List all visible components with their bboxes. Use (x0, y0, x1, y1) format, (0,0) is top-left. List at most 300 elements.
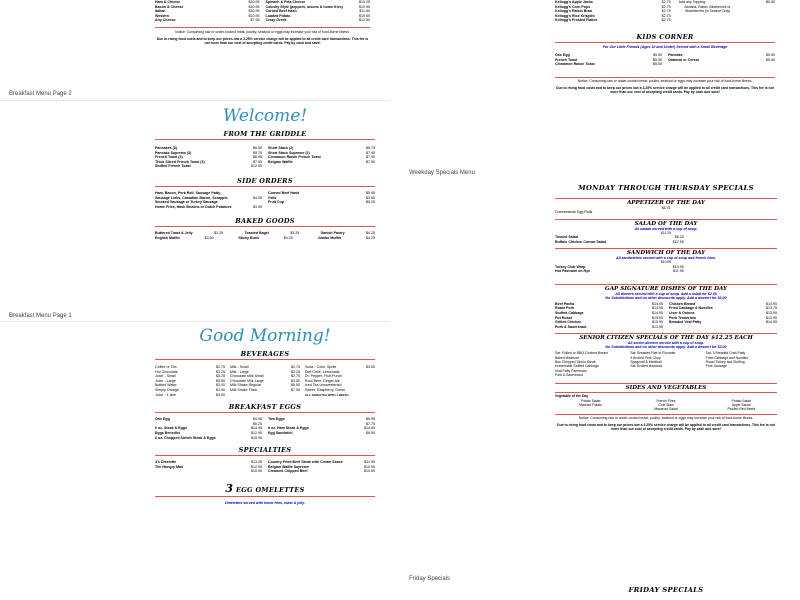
notice-fee: Due to rising food costs and to keep our prices low a 3.25% service charge will be applied to all credit card transactions. This fee is not more than our cost of accepting credit cards. Pay by cash and save! (556, 85, 774, 95)
sandwich-sub: All sandwiches served with a cup of soup and french fries. (615, 256, 717, 261)
menu-item-price: $4.25 (365, 235, 375, 240)
list-item: Sat. Breaded Filet of Flounder (630, 351, 676, 356)
menu-row (155, 18, 260, 23)
menu-item-name: English Muffin (155, 235, 180, 240)
rule (155, 455, 375, 456)
list-item: Baked Meatloaf (555, 355, 579, 360)
menu-item-name: Ham, Bacon, Pork Roll, Sausage Patty, (155, 190, 221, 195)
menu-item-name: Buttered Toast & Jelly (155, 231, 193, 236)
rule (155, 226, 375, 227)
menu-item-name: Jumbo Muffin (317, 235, 342, 240)
menu-item-price: $7.50 (366, 159, 375, 164)
menu-item-name: Stuffed Cabbage (555, 311, 584, 316)
menu-item-price: $10.50 (359, 13, 370, 18)
menu-item-name: Juice - Large (155, 378, 176, 383)
sides-col-3 (706, 399, 777, 412)
side-right (268, 191, 375, 209)
menu-item-price: $4.95 (253, 195, 262, 200)
menu-item-name: Milk - Small (230, 365, 249, 369)
notice-raw: Notice: Consuming raw or under-cooked meat, poultry, seafood or eggs may increase your risk of food-borne illness. (577, 78, 753, 83)
caption-friday: Friday Specials (409, 576, 451, 582)
menu-item-price: $7.75 (366, 421, 375, 426)
menu-item-name: Kellogg's Apple Jacks (555, 0, 593, 4)
menu-item-name: Cinnamon Raisin Toast (555, 62, 595, 67)
sandwich-title: SANDWICH OF THE DAY (626, 250, 706, 257)
menu-row (155, 436, 262, 441)
breakfast-page-1 (155, 106, 375, 296)
menu-item-price: $7.95 (291, 387, 300, 392)
specialties-left (155, 460, 262, 474)
side-left (155, 191, 262, 209)
rule (555, 333, 777, 334)
menu-row (268, 160, 375, 165)
menu-item-price: $5.50 (653, 52, 662, 57)
menu-row (555, 269, 684, 274)
menu-item-price: $15.95 (652, 315, 663, 320)
list-item: Potato Salad (580, 398, 601, 403)
menu-item-name: Roast Pork (555, 306, 574, 311)
menu-item-price: $14.95 (766, 301, 777, 306)
menu-item-name: Pancake (668, 52, 683, 57)
menu-item-price: $10.95 (359, 4, 370, 9)
menu-item-price: $13.95 (766, 315, 777, 320)
menu-item-price: $8.25 (674, 235, 684, 240)
menu-item-name: Pancake Supreme (3) (155, 150, 192, 155)
menu-row (155, 205, 262, 210)
menu-item-price: $2.75 (661, 0, 671, 4)
topping-desc: Banana, Raisin, Blueberries or Strawberries (in Season Only) (684, 4, 731, 13)
menu-item-price: $10.25 (359, 0, 370, 4)
menu-row (268, 431, 375, 436)
menu-item-name: Root Beer, Ginger Ale (305, 378, 340, 383)
topping-price: $0.50 (766, 0, 775, 4)
notice-fee: Due to rising food costs and to keep our prices low a 3.25% service charge will be applied to all credit card transactions. This fee is not more than our cost of accepting credit cards. Pay by cash and save! (557, 422, 775, 431)
menu-item-name: Chicken Breast (669, 301, 696, 306)
menu-item-price: $2.25 (214, 231, 224, 236)
menu-item-name: Danish Pastry (320, 231, 345, 236)
griddle-right (268, 146, 375, 169)
menu-item-price: $14.95 (652, 301, 663, 306)
kids-corner-sub: For Our Little Friends (Ages 10 and Under) Served with a Small Beverage (602, 44, 728, 49)
menu-item-price: $12.50 (251, 164, 262, 169)
menu-item-price: $10.50 (364, 469, 375, 474)
appetizer-title: APPETIZER OF THE DAY (626, 200, 706, 206)
menu-item-name: Cinnamon Raisin French Toast (268, 155, 321, 160)
menu-item-price: $3.95 (366, 195, 375, 200)
menu-item-price: $12.95 (251, 464, 262, 469)
menu-item-price: $5.95 (366, 190, 375, 195)
list-item: 3 Broiled Pork Chop (630, 355, 661, 360)
menu-item-name: Buffalo Chicken Caesar Salad (555, 239, 606, 244)
menu-item-name: Milk Shake Regular (230, 383, 262, 388)
menu-item-name: Eggs Benedict (155, 430, 180, 435)
menu-item-name: Pot Roast (555, 315, 572, 320)
specialties-title: SPECIALTIES (238, 446, 292, 455)
menu-item-name: Corned Beef Hash (265, 9, 297, 14)
menu-item-name: Kellogg's Raisin Bran (555, 9, 592, 14)
caption-breakfast-page-2: Breakfast Menu Page 2 (9, 91, 72, 97)
menu-item-name: Sweet, Raspberry, Green (305, 387, 346, 392)
omelettes-title: EGG OMELETTES (235, 485, 305, 494)
menu-item-price: $12.95 (672, 239, 684, 244)
menu-item-name: Belgian Waffle (268, 159, 293, 164)
menu-item-name: Fried Cabbage & Noodles (669, 306, 713, 311)
menu-item-price: $5.75 (366, 146, 375, 150)
specialties-right (268, 460, 375, 474)
menu-item-price: $6.50 (291, 383, 300, 388)
senior-col-3 (706, 351, 777, 377)
menu-row (155, 164, 262, 169)
menu-item-price: $2.75 (661, 9, 671, 14)
salad-title: SALAD OF THE DAY (634, 220, 698, 227)
rule (555, 284, 777, 285)
menu-item-name: Iced Tea Unsweetened (305, 383, 342, 388)
menu-item-name: Ham & Cheese (155, 0, 181, 4)
menu-item-price: $10.95 (672, 264, 684, 269)
menu-item-name: Bacon & Cheese (155, 4, 184, 9)
menu-row (155, 393, 225, 398)
rule (155, 27, 370, 28)
welcome-title: Welcome! (222, 106, 308, 126)
menu-row (555, 18, 671, 23)
menu-item-price: $14.95 (652, 306, 663, 311)
menu-item-name: Coffee or Tea (155, 365, 177, 369)
eggs-title: BREAKFAST EGGS (228, 403, 302, 412)
menu-item-price: $12.50 (359, 18, 370, 23)
salad-price: $11.25 (660, 230, 672, 235)
menu-item-price: $10.95 (248, 9, 260, 14)
friday-title: FRIDAY SPECIALS (628, 586, 704, 594)
list-item: Macaroni Salad (654, 407, 678, 412)
cereal-list (555, 0, 671, 23)
menu-item-name: Grilled Chicken (555, 320, 582, 325)
menu-item-name: Spinach & Feta Cheese (265, 0, 306, 4)
menu-item-name: Egg Sandwich (268, 430, 293, 435)
menu-item-price: $5.50 (766, 52, 775, 57)
menu-row (669, 320, 777, 325)
divider (0, 100, 390, 101)
menu-item-price: $10.95 (248, 13, 260, 18)
list-item: Bac Chopped Sirloin Steak (555, 360, 596, 365)
menu-item-price: $10.50 (251, 469, 262, 474)
menu-item-price: $13.95 (766, 311, 777, 316)
menu-item-name: Dr. Pepper, Fruit Punch (305, 374, 343, 379)
list-item: Fried Cabbage and Noodles (705, 355, 749, 360)
menu-item-name: Italian (155, 9, 166, 14)
menu-item-price: $4.25 (365, 231, 375, 236)
menu-item-price: $9.75 (253, 150, 262, 155)
list-item: Pork Sausage (705, 364, 727, 369)
menu-item-price: $13.95 (652, 324, 663, 329)
menu-item-price: $5.25 (366, 200, 375, 205)
menu-item-name: Pancakes (3) (155, 146, 177, 150)
menu-item-price: $10.95 (248, 0, 260, 4)
menu-item-name: Beef Paella (555, 301, 575, 306)
griddle-title: FROM THE GRIDDLE (223, 130, 307, 138)
notice-raw: Notice: Consuming raw or under-cooked meat, poultry, seafood or eggs may increase your risk of food-borne illness. (175, 29, 350, 34)
caption-breakfast-page-1: Breakfast Menu Page 1 (9, 313, 72, 319)
menu-item-name: Stuffed French Toast (155, 164, 191, 169)
kids-left (555, 53, 662, 67)
menu-item-price: $2.75 (291, 374, 300, 379)
appetizer-price: $6.75 (661, 206, 671, 210)
sides-col-2 (630, 399, 701, 412)
menu-item-price: $2.75 (216, 365, 225, 369)
menu-item-name: Toasted Bagel (244, 231, 269, 236)
menu-item-price: $3.50 (216, 378, 225, 383)
menu-item-name: Sausage Links, Canadian Bacon, Scrapple, (155, 195, 229, 200)
list-item: Potato Salad (731, 398, 752, 403)
menu-item-price: $11.95 (364, 460, 375, 465)
menu-item-name: One Egg (155, 417, 170, 422)
friday-specials-page (555, 586, 777, 600)
breakfast-page-1-good-morning (155, 326, 375, 600)
rule (155, 412, 375, 413)
beverages-col-3 (305, 365, 375, 393)
menu-item-name: 6 oz. Chopped Sirloin Steak & Eggs (155, 435, 216, 440)
menu-item-name: Bottled Water (155, 383, 177, 388)
menu-item-name: Juice - 1 size (155, 392, 176, 397)
menu-item-price: $13.75 (766, 306, 777, 311)
menu-item-price: $7.95 (366, 150, 375, 155)
rule (555, 383, 777, 384)
menu-item-name: Chocolate Milk Large (230, 378, 264, 383)
menu-row (555, 240, 684, 245)
list-item: Apple Sauce (731, 402, 751, 407)
topping-label: Add any Topping (678, 0, 706, 4)
salad-list (555, 235, 684, 244)
rule (155, 186, 375, 187)
notice-raw: Notice: Consuming raw or under-cooked meat, poultry, seafood or eggs may increase your risk of food-borne illness. (578, 416, 754, 421)
menu-item-price: $3.25 (290, 231, 300, 236)
rule (155, 496, 375, 497)
menu-item-price: $5.95 (366, 417, 375, 422)
sides-sub: Vegetable of the Day (555, 394, 589, 399)
rule (155, 139, 375, 140)
menu-row (268, 469, 375, 474)
menu-row (155, 236, 375, 241)
menu-item-price: $10.95 (248, 4, 260, 9)
appetizer-item: Cheesesteak Egg Rolls (555, 210, 593, 215)
menu-item-name: Breaded Veal Patty (669, 320, 702, 325)
menu-row (266, 18, 371, 23)
kids-corner-page (555, 0, 775, 132)
menu-item-name: Simply Orange (155, 387, 179, 392)
menu-item-name: French Toast (555, 57, 578, 62)
list-item: Spaghetti & Meatball (630, 360, 662, 365)
rule (555, 77, 775, 78)
menu-item-name: Pork & Sauerkraut (555, 324, 587, 329)
signature-right (669, 302, 777, 330)
list-item: Sat. 3 Breaded Crab Patty (705, 351, 746, 356)
menu-item-price: $7.95 (253, 159, 262, 164)
menu-item-name: Hot Chocolate (155, 369, 178, 374)
menu-item-price: $12.95 (251, 430, 262, 435)
menu-item-name: Creamed Chipped Beef (268, 469, 308, 474)
menu-item-name: Short Stack Supreme (2) (268, 150, 310, 155)
menu-item-name: Crazy Greek (265, 18, 287, 23)
rule (555, 414, 777, 415)
menu-item-price: $6.95 (253, 155, 262, 160)
notice-fee: Due to rising food costs and to keep our prices low a 3.25% service charge will be applied to all credit card transactions. This fee is not more than our cost of accepting credit cards. Pay by cash and save! (156, 37, 369, 46)
list-item: Mashed Potato (579, 402, 603, 407)
menu-item-price: $11.95 (673, 269, 684, 274)
kids-corner-title: KIDS CORNER (636, 32, 694, 41)
menu-item-name: Milk Shake Thick (230, 387, 258, 392)
rule (555, 219, 777, 220)
list-item: Pork & Sauerkraut (555, 372, 583, 377)
menu-item-price: $15.95 (251, 435, 262, 440)
menu-item-name: Home Fries, Hash Browns or Dutch Potatoes (155, 204, 232, 209)
menu-item-price: $11.50 (359, 9, 370, 14)
menu-item-price: $3.25 (291, 369, 300, 374)
menu-item-price: $2.75 (661, 18, 671, 23)
signature-title: GAP SIGNATURE DISHES OF THE DAY (604, 285, 728, 292)
menu-item-price: $5.50 (653, 57, 662, 62)
menu-item-name: Country Fried Beef Steak with Cream Sauce (268, 460, 343, 465)
menu-row (555, 325, 663, 330)
menu-item-name: Belgian Waffle Supreme (268, 464, 310, 469)
menu-item-price: $2.75 (661, 4, 671, 9)
menu-item-price: $13.95 (251, 460, 262, 465)
menu-item-name: Pork Tenderloin (669, 315, 697, 320)
menu-item-price: $4.95 (253, 417, 262, 422)
soda-note: ALL SODA/TEA WITH 1 REFILL (305, 392, 350, 397)
beverages-col-1 (155, 365, 225, 397)
signature-sub-1: All dinners served with a cup of soup. Add a salad for $2.00 (615, 291, 717, 296)
menu-item-name: Western (155, 13, 170, 18)
rule (155, 359, 375, 360)
menu-item-name: Soda - Coke, Sprite (305, 365, 337, 369)
menu-item-name: One Egg (555, 52, 570, 57)
senior-sub-2: No Substitutions and no other discounts apply. Add a dessert for $2.00 (605, 345, 727, 350)
list-item: Cole Slaw (658, 402, 674, 407)
rule (555, 42, 775, 43)
breakfast-page-2 (155, 0, 370, 72)
menu-item-price: $3.50 (204, 235, 214, 240)
list-item: Pickled Red Beets (727, 407, 756, 412)
omelettes-sub: Omelettes served with home fries, toast & jelly. (224, 500, 306, 505)
baked-goods-title: BAKED GOODS (235, 217, 295, 226)
menu-item-price: $10.95 (364, 464, 375, 469)
signature-sub-2: No Substitutions and no other discounts apply. Add a dessert for $2.00 (605, 295, 727, 300)
menu-item-name: Fruit Cup (268, 200, 284, 205)
menu-row (668, 58, 775, 63)
menu-item-name: Kellogg's Corn Pops (555, 4, 591, 9)
list-item: Sat. Grilled or BBQ Chicken Breast (555, 351, 608, 356)
menu-item-price: $15.95 (652, 320, 663, 325)
menu-item-name: Kellogg's Rice Krispies (555, 13, 595, 18)
weekday-specials-page (555, 184, 777, 526)
menu-item-name: Chocolate Milk Small (230, 374, 264, 379)
right-column (390, 0, 800, 600)
rule (555, 392, 777, 393)
menu-row (268, 200, 375, 205)
menu-item-price: $14.95 (251, 426, 262, 431)
menu-item-name: Two Eggs (268, 417, 285, 422)
menu-item-price: $4.25 (283, 235, 293, 240)
menu-item-name: Tossed Salad (555, 235, 578, 240)
omelette-number: 3 (225, 481, 234, 495)
list-item: French Fries (656, 398, 676, 403)
menu-item-price: $7.95 (366, 155, 375, 160)
menu-item-price: $3.50 (366, 365, 375, 369)
eggs-right (268, 417, 375, 440)
senior-col-1 (555, 351, 626, 377)
menu-item-name: 8 oz. Ham Steak & Eggs (268, 426, 309, 431)
menu-item-price: $7.95 (250, 18, 260, 23)
beverages-col-2 (230, 365, 300, 397)
senior-title: SENIOR CITIZEN SPECIALS OF THE DAY $12.25 EACH (579, 335, 753, 342)
menu-item-price: $3.95 (253, 204, 262, 209)
menu-item-name: Any Cheese (155, 18, 176, 23)
senior-col-2 (630, 351, 701, 377)
rule (555, 248, 777, 249)
senior-sub-1: All senior dinners served with a cup of soup. (627, 341, 705, 346)
menu-item-price: $6.50 (253, 146, 262, 150)
menu-item-name: 3's Omelette (155, 460, 177, 465)
menu-item-price: $3.00 (216, 383, 225, 388)
left-column (0, 0, 390, 600)
menu-item-price: $3.50 (216, 387, 225, 392)
menu-item-name: Corned Beef Hash (268, 190, 300, 195)
list-item: Veal Patty Parmesan (555, 368, 587, 373)
sandwich-list (555, 265, 684, 274)
menu-item-name: Smoked Sausage or Turkey Sausage (155, 200, 218, 205)
list-item: Homemade Stuffed Cabbage (555, 364, 599, 369)
rule (555, 198, 777, 199)
salad-sub: All salads served with a cup of soup. (634, 226, 698, 231)
griddle-left (155, 146, 262, 169)
good-morning-title: Good Morning! (199, 326, 331, 346)
menu-item-price: $3.25 (216, 374, 225, 379)
menu-item-name: Juice - Small (155, 374, 176, 379)
menu-item-price: $2.75 (661, 13, 671, 18)
menu-item-name: The Hungry Man (155, 464, 184, 469)
menu-item-name: Diet Coke, Lemonade (305, 369, 340, 374)
menu-item-price: $6.25 (253, 421, 262, 426)
menu-item-name: Sticky Buns (238, 235, 259, 240)
menu-item-price: $2.75 (291, 365, 300, 369)
eggs-left (155, 417, 262, 440)
menu-item-name: Turkey Club Wrap (555, 264, 586, 269)
menu-item-name: Kellogg's Frosted Flakes (555, 18, 598, 23)
divider (0, 321, 390, 322)
menu-item-name: Short Stack (2) (268, 146, 294, 150)
kids-right (668, 53, 775, 67)
menu-row (555, 62, 662, 67)
menu-item-price: $14.95 (364, 426, 375, 431)
sandwich-price: $10.95 (660, 260, 672, 265)
menu-item-price: $3.50 (291, 378, 300, 383)
menu-row (230, 388, 300, 393)
menu-item-price: $5.50 (766, 57, 775, 62)
menu-item-name: Liver & Onions (669, 311, 695, 316)
beverages-title: BEVERAGES (240, 350, 290, 358)
menu-item-name: Country Style (peppers, onions & home fries) (265, 4, 343, 9)
weekday-title: MONDAY THROUGH THURSDAY SPECIALS (578, 184, 754, 192)
menu-row (155, 231, 375, 236)
baked-list (155, 231, 375, 240)
list-item: Roast Turkey and Stuffing (705, 360, 745, 365)
menu-item-name: French Toast (3) (155, 155, 183, 160)
menu-item-price: $8.95 (366, 430, 375, 435)
caption-weekday: Weekday Specials Menu (409, 170, 475, 176)
list-item: Sat. Broiled Haddock (630, 364, 663, 369)
menu-item-name: Loaded Potato (265, 13, 291, 18)
menu-item-price: $3.50 (216, 392, 225, 397)
side-orders-title: SIDE ORDERS (237, 176, 293, 185)
